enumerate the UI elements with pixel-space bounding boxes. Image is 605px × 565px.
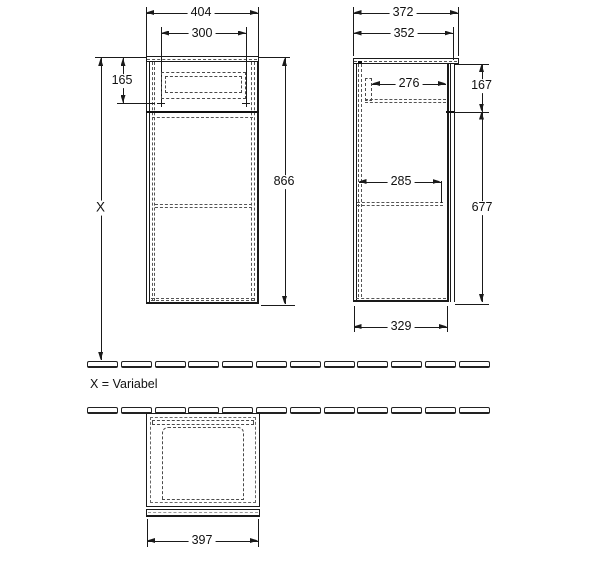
arrowhead [479, 104, 484, 112]
interior-dashed-line [254, 62, 255, 301]
dim-label-front-overall-height: 866 [271, 175, 298, 189]
extension-line [353, 7, 354, 56]
floor-tile [188, 361, 219, 368]
door-top-dashed-line [152, 117, 253, 118]
floor-tile [459, 361, 490, 368]
arrowhead [439, 324, 447, 329]
dim-label-variable-height: X [93, 201, 108, 216]
arrowhead [479, 112, 484, 120]
plan-drawer-dashed-outline [162, 427, 244, 500]
interior-dashed-line [152, 62, 153, 301]
extension-line [447, 306, 448, 332]
interior-dashed-line [151, 300, 254, 301]
arrowhead [282, 296, 287, 304]
floor-tile [87, 361, 118, 368]
drawer-bottom-dashed-line [365, 102, 446, 103]
dim-label-drawer-depth: 276 [396, 77, 423, 91]
dim-label-shelf-depth: 285 [388, 175, 415, 189]
corner-mark [157, 103, 165, 104]
variable-note: X = Variabel [90, 377, 158, 391]
interior-dashed-line [154, 62, 155, 301]
arrowhead [354, 324, 362, 329]
dim-label-door-height: 677 [469, 201, 496, 215]
dim-label-drawer-inner-width: 300 [189, 27, 216, 41]
top-panel-dashed-line [147, 59, 257, 60]
drawer-door-separator [146, 111, 259, 114]
extension-line [95, 57, 146, 58]
extension-line [454, 64, 489, 65]
floor-tile [290, 407, 321, 414]
dim-label-front-overall-width: 404 [188, 6, 215, 20]
extension-line [147, 519, 148, 547]
arrowhead [250, 538, 258, 543]
extension-line [258, 7, 259, 56]
interior-dashed-line [251, 62, 252, 301]
floor-tile [87, 407, 118, 414]
arrowhead [161, 31, 169, 36]
arrowhead [479, 64, 484, 72]
arrowhead [98, 352, 103, 360]
interior-dashed-line [151, 298, 254, 299]
arrowhead [146, 10, 154, 15]
floor-tile [121, 361, 152, 368]
floor-tile [357, 361, 388, 368]
floor-tile [222, 361, 253, 368]
shelf-dashed-line [357, 202, 443, 203]
plan-front-edge-band [146, 509, 260, 517]
floor-tile [324, 361, 355, 368]
shelf-dashed-line [155, 204, 252, 205]
arrowhead [121, 95, 126, 103]
extension-line [258, 519, 259, 547]
extension-line [117, 103, 155, 104]
arrowhead [354, 10, 362, 15]
extension-line [354, 306, 355, 332]
cabinet-wall-line [356, 63, 357, 300]
dim-label-plan-overall-width: 397 [189, 534, 216, 548]
drawer-bottom-dashed-line [365, 99, 446, 100]
shelf-dashed-line [155, 207, 252, 208]
floor-tile [324, 407, 355, 414]
floor-tile [256, 407, 287, 414]
floor-tile [357, 407, 388, 414]
dim-label-base-depth: 329 [388, 320, 415, 334]
plan-band-dashed-line [148, 512, 258, 513]
extension-line [454, 112, 489, 113]
drawer-inner-dashed-outline [165, 76, 242, 93]
extension-line [458, 7, 459, 56]
extension-line [455, 304, 489, 305]
floor-tile [256, 361, 287, 368]
cabinet-wall-line [447, 63, 448, 300]
extension-line [441, 181, 442, 203]
door-panel-line [450, 63, 451, 302]
extension-line [246, 27, 247, 103]
extension-line [261, 305, 295, 306]
corner-mark [242, 103, 250, 104]
floor-tile [290, 361, 321, 368]
floor-tile [391, 361, 422, 368]
plan-back-panel-dashed [152, 420, 254, 425]
arrowhead [450, 10, 458, 15]
arrowhead [121, 58, 126, 66]
dim-label-side-overall-depth: 372 [390, 6, 417, 20]
floor-tile [459, 407, 490, 414]
cabinet-wall-line [149, 61, 150, 303]
floor-tile [425, 407, 456, 414]
back-panel-dashed-line [358, 64, 359, 297]
interior-dashed-line [356, 298, 446, 299]
cabinet-wall-line [257, 61, 258, 303]
floor-tile [155, 361, 186, 368]
floor-tile [391, 407, 422, 414]
arrowhead [282, 58, 287, 66]
shelf-dashed-line [357, 205, 443, 206]
arrowhead [238, 31, 246, 36]
dim-label-drawer-front-height: 167 [468, 79, 495, 93]
extension-line [146, 7, 147, 56]
extension-line [453, 27, 454, 60]
arrowhead [147, 538, 155, 543]
arrowhead [479, 294, 484, 302]
arrowhead [98, 58, 103, 66]
dim-label-carcass-depth: 352 [391, 27, 418, 41]
arrowhead [250, 10, 258, 15]
dim-label-drawer-height: 165 [109, 74, 136, 88]
arrowhead [445, 31, 453, 36]
floor-tile [425, 361, 456, 368]
arrowhead [354, 31, 362, 36]
top-panel-dashed-line [354, 61, 457, 62]
door-panel-line [454, 63, 455, 302]
